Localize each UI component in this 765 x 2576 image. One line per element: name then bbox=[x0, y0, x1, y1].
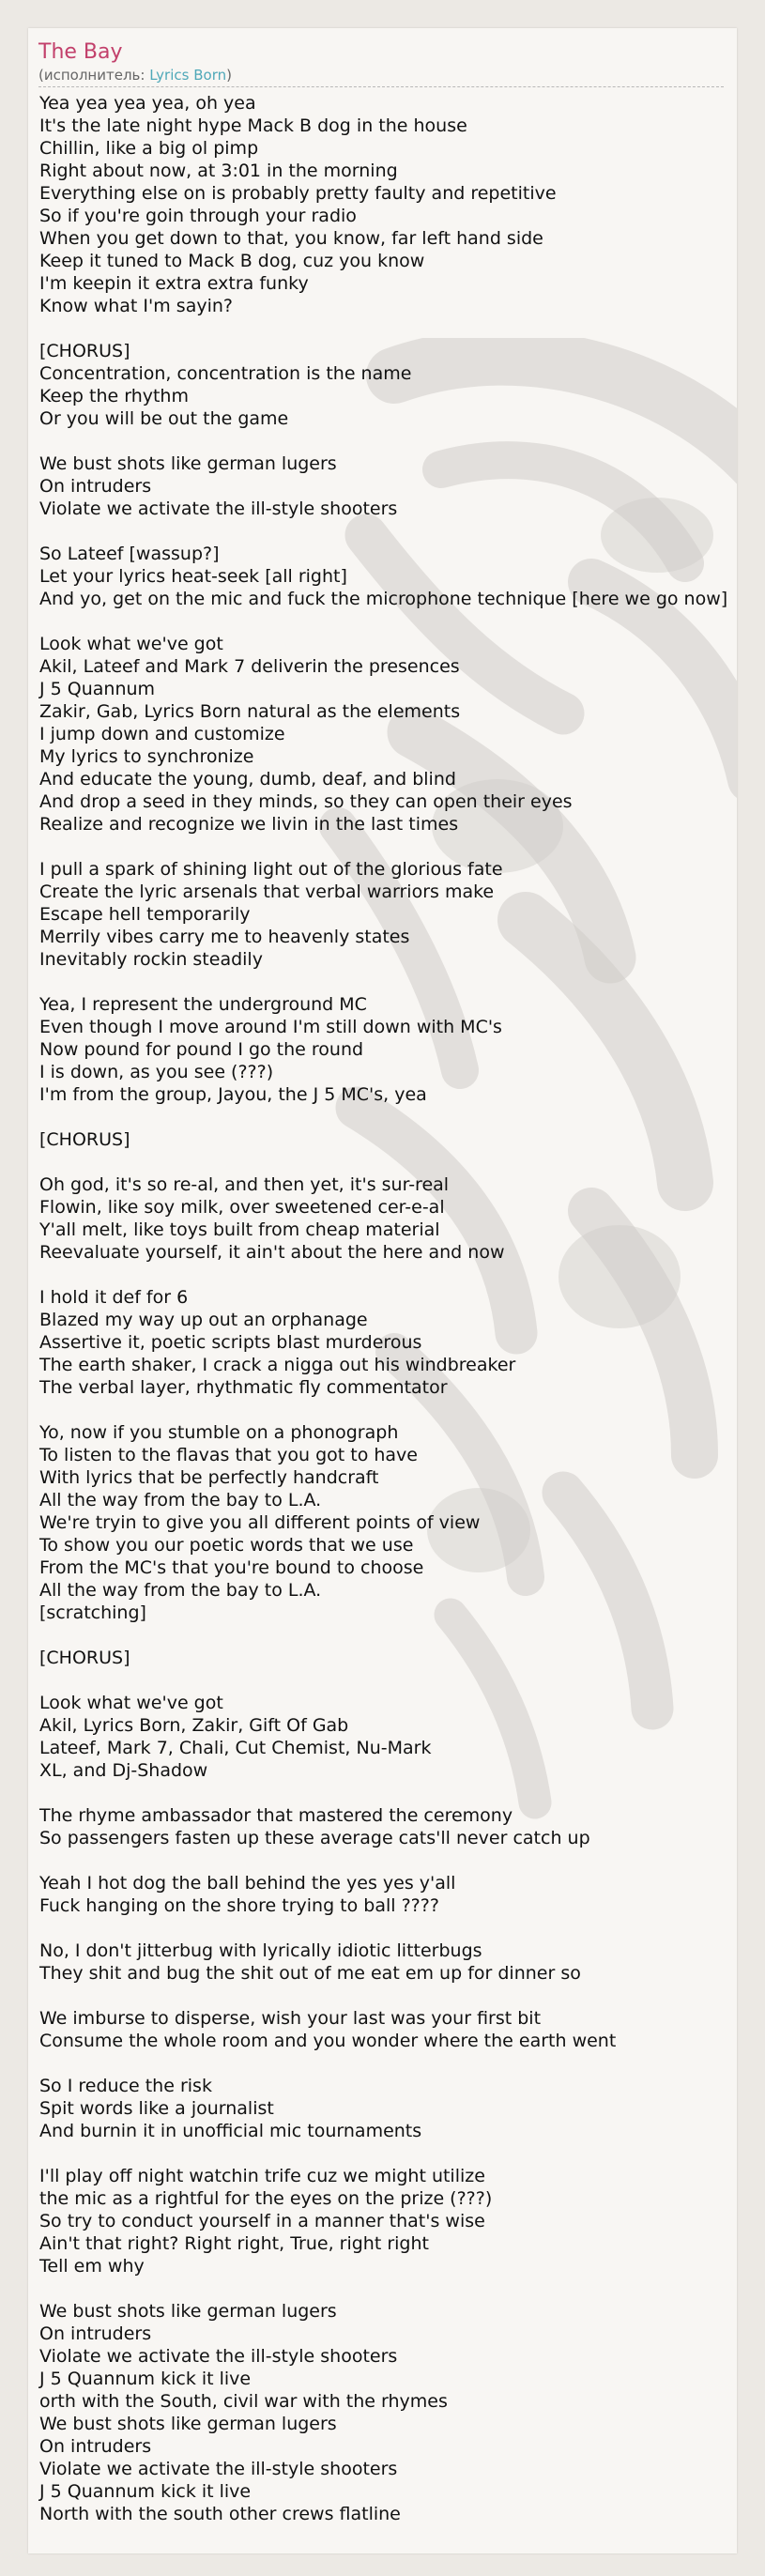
lyric-line: They shit and bug the shit out of me eat em up for dinner so bbox=[39, 1963, 581, 1984]
lyric-blank-line bbox=[39, 1624, 737, 1647]
lyric-line: To show you our poetic words that we use bbox=[39, 1535, 414, 1556]
lyric-blank-line bbox=[39, 836, 737, 858]
lyric-line: I'll play off night watchin trife cuz we might utilize bbox=[39, 2166, 485, 2186]
lyric-line: Zakir, Gab, Lyrics Born natural as the elements bbox=[39, 701, 461, 722]
lyric-line: J 5 Quannum kick it live bbox=[39, 2369, 252, 2389]
lyric-line: We bust shots like german lugers bbox=[39, 2414, 337, 2434]
lyric-line: No, I don't jitterbug with lyrically idiotic litterbugs bbox=[39, 1940, 482, 1961]
lyric-line: So if you're goin through your radio bbox=[39, 206, 357, 226]
lyric-line: We're tryin to give you all different points of view bbox=[39, 1512, 481, 1533]
lyric-line: Consume the whole room and you wonder where the earth went bbox=[39, 2031, 617, 2051]
lyric-line: Right about now, at 3:01 in the morning bbox=[39, 161, 398, 181]
lyric-line: Keep the rhythm bbox=[39, 386, 189, 406]
lyric-line: Violate we activate the ill-style shooters bbox=[39, 498, 398, 519]
lyric-line: Fuck hanging on the shore trying to ball ???? bbox=[39, 1895, 439, 1916]
artist-prefix: (исполнитель: bbox=[38, 67, 150, 84]
lyric-line: On intruders bbox=[39, 2323, 152, 2344]
lyric-line: [CHORUS] bbox=[39, 341, 130, 361]
lyric-line: Akil, Lateef and Mark 7 deliverin the presences bbox=[39, 656, 460, 677]
lyric-blank-line bbox=[39, 1151, 737, 1173]
lyric-line: Know what I'm sayin? bbox=[39, 296, 233, 316]
lyric-line: On intruders bbox=[39, 476, 152, 497]
lyric-line: Yeah I hot dog the ball behind the yes yes y'all bbox=[39, 1873, 456, 1894]
lyric-line: I jump down and customize bbox=[39, 724, 285, 744]
lyric-line: Ain't that right? Right right, True, right right bbox=[39, 2233, 429, 2254]
lyric-line: Yo, now if you stumble on a phonograph bbox=[39, 1422, 399, 1443]
lyric-line: Spit words like a journalist bbox=[39, 2098, 274, 2119]
lyric-line: We bust shots like german lugers bbox=[39, 2301, 337, 2322]
lyric-line: Reevaluate yourself, it ain't about the here and now bbox=[39, 1242, 505, 1263]
lyric-blank-line bbox=[39, 1264, 737, 1286]
lyric-line: Concentration, concentration is the name bbox=[39, 363, 412, 384]
artist-suffix: ) bbox=[226, 67, 232, 84]
lyric-line: I pull a spark of shining light out of the glorious fate bbox=[39, 859, 503, 880]
lyric-line: So Lateef [wassup?] bbox=[39, 544, 220, 564]
lyric-blank-line bbox=[39, 1669, 737, 1692]
lyric-line: So try to conduct yourself in a manner that's wise bbox=[39, 2211, 485, 2231]
lyric-line: From the MC's that you're bound to choose bbox=[39, 1557, 424, 1578]
lyric-line: So passengers fasten up these average cats'll never catch up bbox=[39, 1828, 590, 1848]
lyric-line: Even though I move around I'm still down with MC's bbox=[39, 1017, 502, 1037]
lyric-blank-line bbox=[39, 610, 737, 633]
lyric-line: [CHORUS] bbox=[39, 1648, 130, 1668]
lyric-line: Blazed my way up out an orphanage bbox=[39, 1310, 368, 1330]
lyric-line: On intruders bbox=[39, 2436, 152, 2457]
lyric-line: Y'all melt, like toys built from cheap material bbox=[39, 1219, 440, 1240]
lyric-line: Flowin, like soy milk, over sweetened cer-e-al bbox=[39, 1197, 445, 1218]
lyric-line: Akil, Lyrics Born, Zakir, Gift Of Gab bbox=[39, 1715, 349, 1736]
lyric-blank-line bbox=[39, 971, 737, 993]
lyric-line: North with the south other crews flatline bbox=[39, 2504, 401, 2524]
lyric-line: Keep it tuned to Mack B dog, cuz you know bbox=[39, 251, 425, 271]
lyric-line: I'm keepin it extra extra funky bbox=[39, 273, 309, 294]
lyric-line: Inevitably rockin steadily bbox=[39, 949, 263, 970]
lyric-line: Realize and recognize we livin in the last times bbox=[39, 814, 459, 835]
lyric-line: With lyrics that be perfectly handcraft bbox=[39, 1467, 379, 1488]
song-title: The Bay bbox=[38, 40, 123, 64]
lyric-line: The earth shaker, I crack a nigga out his windbreaker bbox=[39, 1355, 516, 1375]
lyric-line: Merrily vibes carry me to heavenly states bbox=[39, 927, 410, 947]
lyric-line: I hold it def for 6 bbox=[39, 1287, 189, 1308]
lyric-line: And educate the young, dumb, deaf, and blind bbox=[39, 769, 456, 790]
lyric-line: XL, and Dj-Shadow bbox=[39, 1760, 208, 1781]
lyric-line: Create the lyric arsenals that verbal warriors make bbox=[39, 882, 495, 902]
lyric-line: orth with the South, civil war with the rhymes bbox=[39, 2391, 448, 2412]
lyric-line: Look what we've got bbox=[39, 1693, 223, 1713]
lyric-line: All the way from the bay to L.A. bbox=[39, 1580, 322, 1601]
lyric-line: Look what we've got bbox=[39, 634, 223, 654]
lyric-line: Lateef, Mark 7, Chali, Cut Chemist, Nu-Mark bbox=[39, 1738, 432, 1758]
lyric-blank-line bbox=[39, 2277, 737, 2300]
lyric-line: Assertive it, poetic scripts blast murderous bbox=[39, 1332, 422, 1353]
lyric-line: J 5 Quannum bbox=[39, 679, 156, 699]
lyrics-body bbox=[39, 92, 737, 2525]
lyric-line: Everything else on is probably pretty faulty and repetitive bbox=[39, 183, 557, 204]
lyric-line: And yo, get on the mic and fuck the microphone technique [here we go now] bbox=[39, 589, 728, 609]
lyric-line: The verbal layer, rhythmatic fly commentator bbox=[39, 1377, 448, 1398]
lyrics-card bbox=[28, 28, 737, 2553]
artist-link[interactable]: Lyrics Born bbox=[149, 67, 227, 84]
song-header bbox=[38, 39, 724, 87]
lyric-line: Chillin, like a big ol pimp bbox=[39, 138, 259, 159]
lyric-line: Oh god, it's so re-al, and then yet, it's sur-real bbox=[39, 1174, 450, 1195]
lyric-line: Escape hell temporarily bbox=[39, 904, 251, 925]
lyric-line: Now pound for pound I go the round bbox=[39, 1039, 364, 1060]
lyric-line: So I reduce the risk bbox=[39, 2076, 212, 2096]
lyric-line: Or you will be out the game bbox=[39, 408, 289, 429]
artist-line bbox=[38, 66, 724, 84]
lyric-line: Tell em why bbox=[39, 2256, 145, 2277]
lyric-blank-line bbox=[39, 317, 737, 340]
lyric-line: Yea yea yea yea, oh yea bbox=[39, 93, 256, 114]
lyric-line: J 5 Quannum kick it live bbox=[39, 2481, 252, 2502]
lyric-line: When you get down to that, you know, far left hand side bbox=[39, 228, 543, 249]
lyric-blank-line bbox=[39, 1849, 737, 1872]
lyric-line: It's the late night hype Mack B dog in the house bbox=[39, 115, 467, 136]
lyric-blank-line bbox=[39, 1399, 737, 1421]
lyric-blank-line bbox=[39, 2142, 737, 2165]
lyric-line: My lyrics to synchronize bbox=[39, 746, 254, 767]
lyric-line: To listen to the flavas that you got to have bbox=[39, 1445, 418, 1465]
lyric-blank-line bbox=[39, 1917, 737, 1940]
lyric-line: Let your lyrics heat-seek [all right] bbox=[39, 566, 347, 587]
lyric-line: Violate we activate the ill-style shooters bbox=[39, 2346, 398, 2367]
lyric-line: [scratching] bbox=[39, 1602, 146, 1623]
lyric-line: We imburse to disperse, wish your last was your first bit bbox=[39, 2008, 542, 2029]
lyric-blank-line bbox=[39, 1985, 737, 2007]
lyric-line: I'm from the group, Jayou, the J 5 MC's, yea bbox=[39, 1084, 427, 1105]
lyric-blank-line bbox=[39, 1782, 737, 1804]
lyric-line: The rhyme ambassador that mastered the ceremony bbox=[39, 1805, 513, 1826]
lyric-blank-line bbox=[39, 430, 737, 452]
lyric-line: I is down, as you see (???) bbox=[39, 1062, 274, 1082]
lyric-blank-line bbox=[39, 2052, 737, 2075]
lyric-line: Yea, I represent the underground MC bbox=[39, 994, 367, 1015]
lyric-line: We bust shots like german lugers bbox=[39, 453, 337, 474]
lyric-line: And drop a seed in they minds, so they can open their eyes bbox=[39, 791, 573, 812]
lyric-line: All the way from the bay to L.A. bbox=[39, 1490, 322, 1510]
lyric-line: the mic as a rightful for the eyes on the prize (???) bbox=[39, 2188, 493, 2209]
lyric-line: And burnin it in unofficial mic tournaments bbox=[39, 2121, 422, 2141]
lyric-blank-line bbox=[39, 1106, 737, 1128]
lyric-line: Violate we activate the ill-style shooters bbox=[39, 2459, 398, 2479]
lyric-blank-line bbox=[39, 520, 737, 543]
lyric-line: [CHORUS] bbox=[39, 1129, 130, 1150]
